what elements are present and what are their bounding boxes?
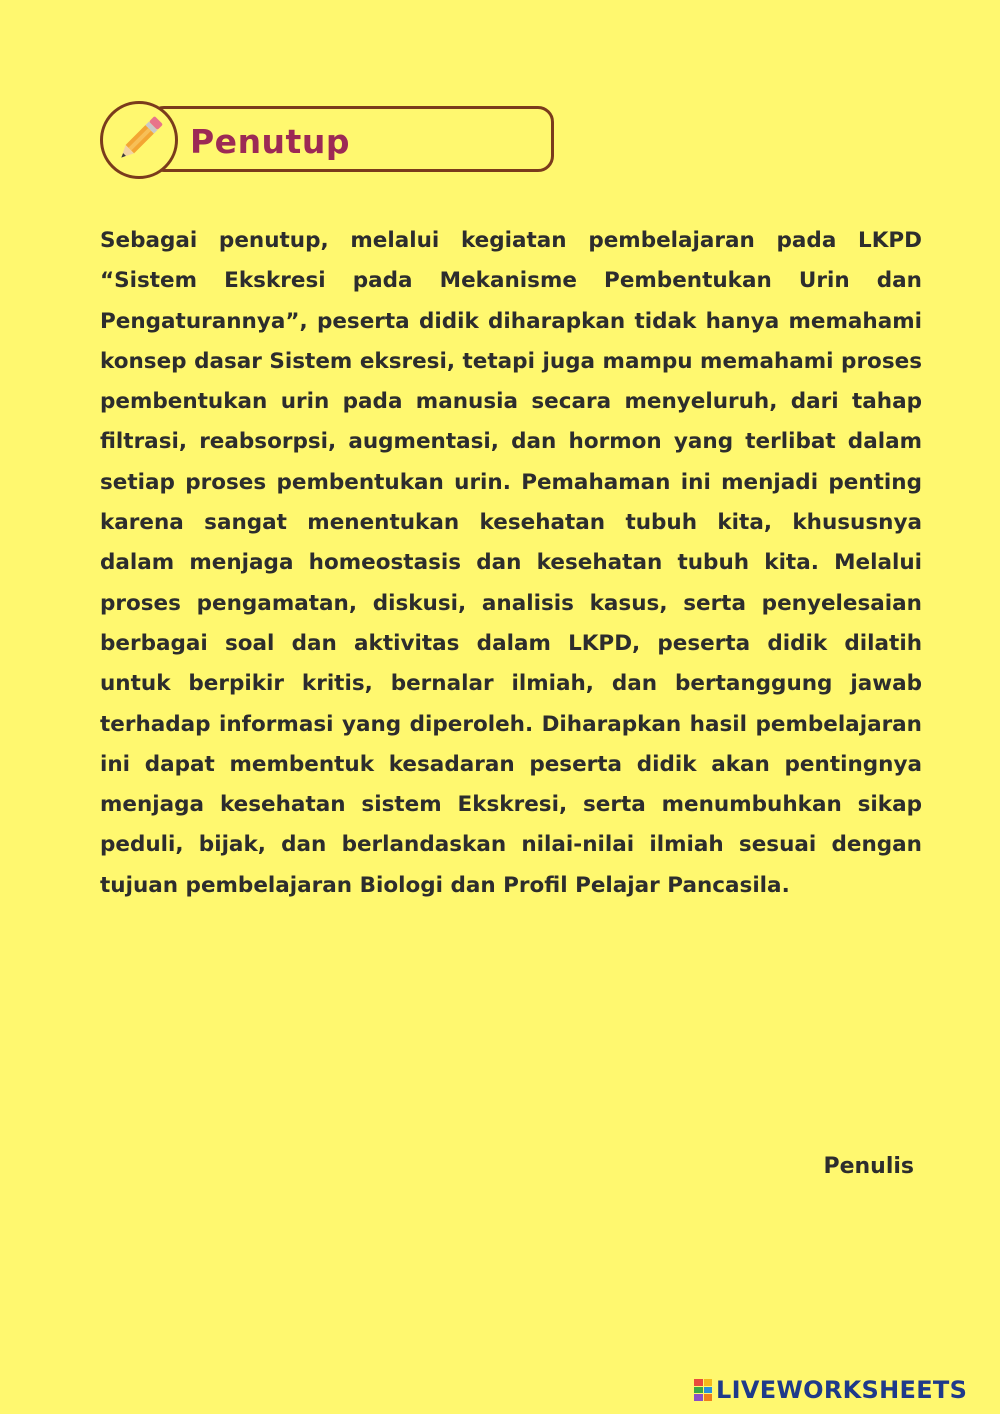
- brand-name: LIVEWORKSHEETS: [716, 1376, 968, 1404]
- pencil-icon: [109, 110, 169, 170]
- liveworksheets-brand[interactable]: [694, 1374, 967, 1406]
- section-header-icon-badge: [100, 101, 178, 179]
- section-title: Penutup: [190, 122, 350, 161]
- liveworksheets-logo-icon: [694, 1379, 712, 1401]
- author-signature: Penulis: [823, 1154, 914, 1179]
- closing-paragraph: Sebagai penutup, melalui kegiatan pembelajaran pada LKPD “Sistem Ekskresi pada Mekanisme Pembentukan Urin dan Pengaturannya”, peserta didik diharapkan tidak hanya memahami konsep dasar Sistem eksresi, tetapi juga mampu memahami proses pembentukan urin pada manusia secara menyeluruh, dari tahap filtrasi, reabsorpsi, augmentasi, dan hormon yang terlibat dalam setiap proses pembentukan urin. Pemahaman ini menjadi penting karena sangat menentukan kesehatan tubuh kita, khususnya dalam menjaga homeostasis dan kesehatan tubuh kita. Melalui proses pengamatan, diskusi, analisis kasus, serta penyelesaian berbagai soal dan aktivitas dalam LKPD, peserta didik dilatih untuk berpikir kritis, bernalar ilmiah, dan bertanggung jawab terhadap informasi yang diperoleh. Diharapkan hasil pembelajaran ini dapat membentuk kesadaran peserta didik akan pentingnya menjaga kesehatan sistem Ekskresi, serta menumbuhkan sikap peduli, bijak, dan berlandaskan nilai-nilai ilmiah sesuai dengan tujuan pembelajaran Biologi dan Profil Pelajar Pancasila.: [100, 228, 922, 898]
